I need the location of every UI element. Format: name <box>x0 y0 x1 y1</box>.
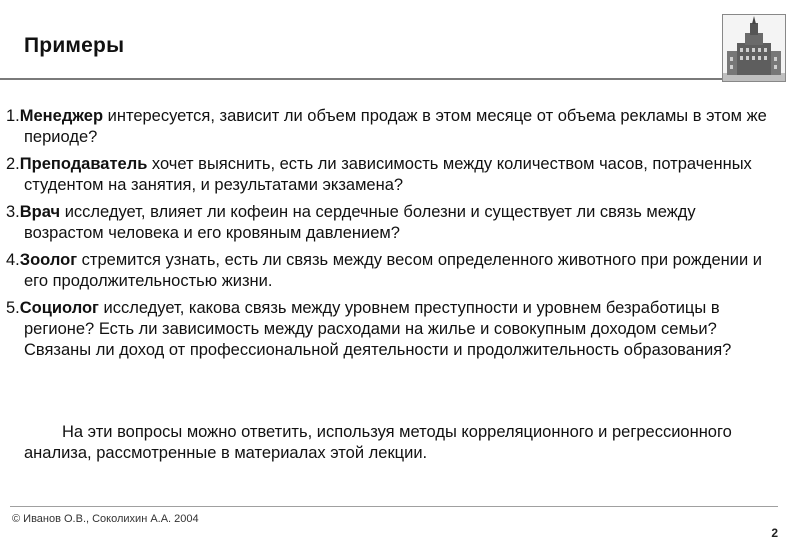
example-item-manager: 1.Менеджер интересуется, зависит ли объем продаж в этом месяце от объема рекламы в этом же периоде? <box>6 107 767 146</box>
page-number: 2 <box>771 526 778 540</box>
footer-divider <box>10 506 778 507</box>
examples-list <box>6 106 776 367</box>
slide-title: Примеры <box>24 34 125 57</box>
title-divider <box>0 78 722 80</box>
closing-paragraph: На эти вопросы можно ответить, используя методы корреляционного и регрессионного анализа, рассмотренные в материалах этой лекции. <box>24 423 732 462</box>
example-item-teacher: 2.Преподаватель хочет выяснить, есть ли зависимость между количеством часов, потраченных студентом на занятия, и результатами экзамена? <box>6 155 752 194</box>
example-item-zoologist: 4.Зоолог стремится узнать, есть ли связь между весом определенного животного при рождении и его продолжительностью жизни. <box>6 251 762 290</box>
example-item-doctor: 3.Врач исследует, влияет ли кофеин на сердечные болезни и существует ли связь между возрастом человека и его кровяным давлением? <box>6 203 696 242</box>
example-item-sociologist: 5.Социолог исследует, какова связь между уровнем преступности и уровнем безработицы в регионе? Есть ли зависимость между расходами на жилье и совокупным доходом семьи? Связаны ли доход от профессиональной деятельности и продолжительность образования? <box>6 299 732 359</box>
copyright-text: © Иванов О.В., Соколихин А.А. 2004 <box>12 513 199 525</box>
university-building-icon <box>722 14 786 82</box>
